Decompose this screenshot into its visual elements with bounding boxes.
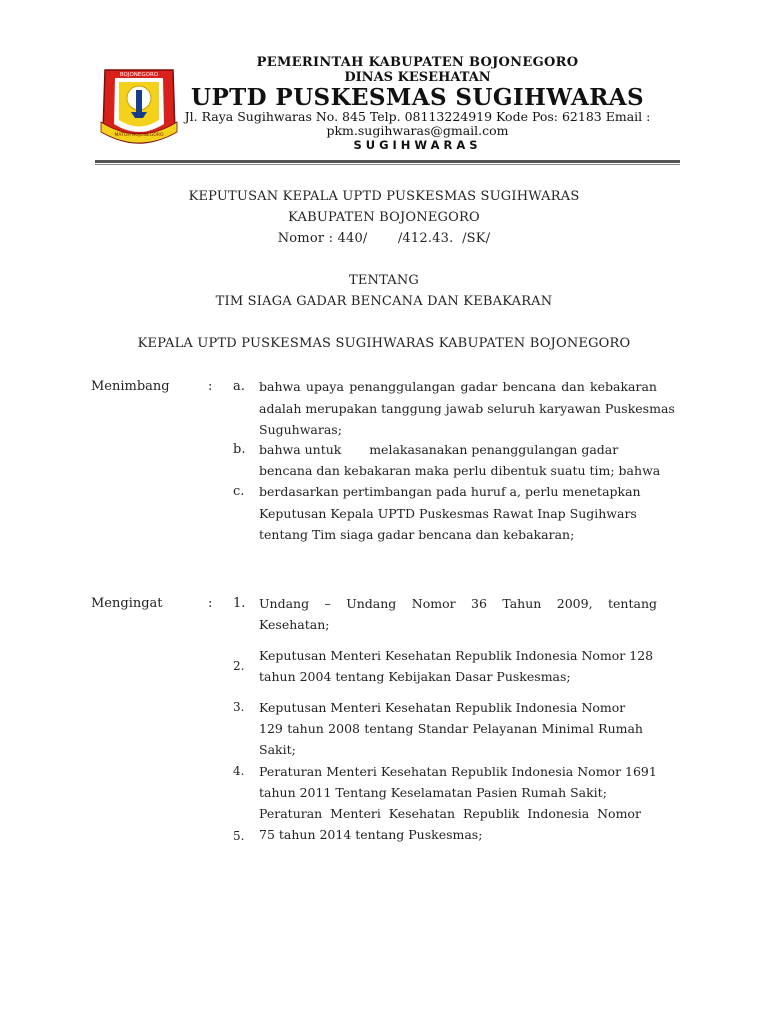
decree-subject: TIM SIAGA GADAR BENCANA DAN KEBAKARAN (215, 294, 553, 309)
mengingat-marker: 1. (233, 596, 246, 611)
letterhead-divider-thin (95, 164, 680, 165)
letterhead-address: Jl. Raya Sugihwaras No. 845 Telp. 08113224919 Kode Pos: 62183 Email : (184, 109, 651, 124)
mengingat-colon: : (208, 596, 213, 611)
menimbang-marker: b. (233, 442, 246, 457)
letterhead-town: SUGIHWARAS (353, 138, 482, 152)
mengingat-line: Peraturan Menteri Kesehatan Republik Indonesia Nomor (259, 806, 641, 821)
menimbang-colon: : (208, 379, 213, 394)
menimbang-marker: c. (233, 484, 245, 499)
menimbang-line: Keputusan Kepala UPTD Puskesmas Rawat Inap Sugihwars (259, 506, 637, 521)
logo-ribbon-text: MATOH BOJONEGORO (114, 133, 164, 138)
menimbang-label: Menimbang (91, 379, 170, 394)
letterhead-agency: DINAS KESEHATAN (344, 70, 491, 85)
decree-title: KEPUTUSAN KEPALA UPTD PUSKESMAS SUGIHWARAS (188, 189, 580, 204)
decree-about: TENTANG (348, 273, 420, 288)
mengingat-line: tahun 2004 tentang Kebijakan Dasar Puskesmas; (259, 669, 571, 684)
mengingat-line: 75 tahun 2014 tentang Puskesmas; (259, 827, 483, 842)
mengingat-line: Sakit; (259, 742, 296, 757)
mengingat-marker: 2. (233, 659, 245, 673)
letterhead-address-block (180, 110, 655, 138)
menimbang-line: bahwa upaya penanggulangan gadar bencana dan kebakaran (259, 379, 657, 394)
menimbang-line: bencana dan kebakaran maka perlu dibentuk suatu tim; bahwa (259, 463, 661, 478)
letterhead-government: PEMERINTAH KABUPATEN BOJONEGORO (256, 55, 579, 70)
menimbang-line: bahwa untuk melakasanakan penanggulangan gadar (259, 442, 619, 457)
menimbang-line: berdasarkan pertimbangan pada huruf a, perlu menetapkan (259, 484, 641, 499)
mengingat-line: tahun 2011 Tentang Keselamatan Pasien Rumah Sakit; (259, 785, 607, 800)
mengingat-marker: 5. (233, 829, 245, 843)
mengingat-marker: 3. (233, 700, 245, 714)
mengingat-line: Keputusan Menteri Kesehatan Republik Indonesia Nomor (259, 700, 626, 715)
letterhead-name: UPTD PUSKESMAS SUGIHWARAS (190, 84, 644, 111)
menimbang-line: adalah merupakan tanggung jawab seluruh karyawan Puskesmas (259, 401, 675, 416)
logo-banner-text: BOJONEGORO (119, 72, 159, 78)
decree-head: KEPALA UPTD PUSKESMAS SUGIHWARAS KABUPATEN BOJONEGORO (137, 336, 631, 351)
mengingat-line: Keputusan Menteri Kesehatan Republik Indonesia Nomor 128 (259, 648, 654, 663)
menimbang-line: Suguhwaras; (259, 422, 342, 437)
mengingat-line: Peraturan Menteri Kesehatan Republik Indonesia Nomor 1691 (259, 764, 657, 779)
menimbang-line: tentang Tim siaga gadar bencana dan kebakaran; (259, 527, 575, 542)
mengingat-line: Undang – Undang Nomor 36 Tahun 2009, tentang (259, 596, 657, 611)
mengingat-line: Kesehatan; (259, 617, 330, 632)
mengingat-marker: 4. (233, 764, 245, 778)
mengingat-line: 129 tahun 2008 tentang Standar Pelayanan Minimal Rumah (259, 721, 643, 736)
decree-number: Nomor : 440/ /412.43. /SK/ (277, 231, 491, 246)
mengingat-label: Mengingat (91, 596, 163, 611)
bojonegoro-emblem (95, 62, 183, 150)
menimbang-marker: a. (233, 379, 245, 394)
letterhead-divider (95, 160, 680, 163)
letterhead-email: pkm.sugihwaras@gmail.com (326, 123, 509, 138)
decree-region: KABUPATEN BOJONEGORO (288, 210, 480, 225)
